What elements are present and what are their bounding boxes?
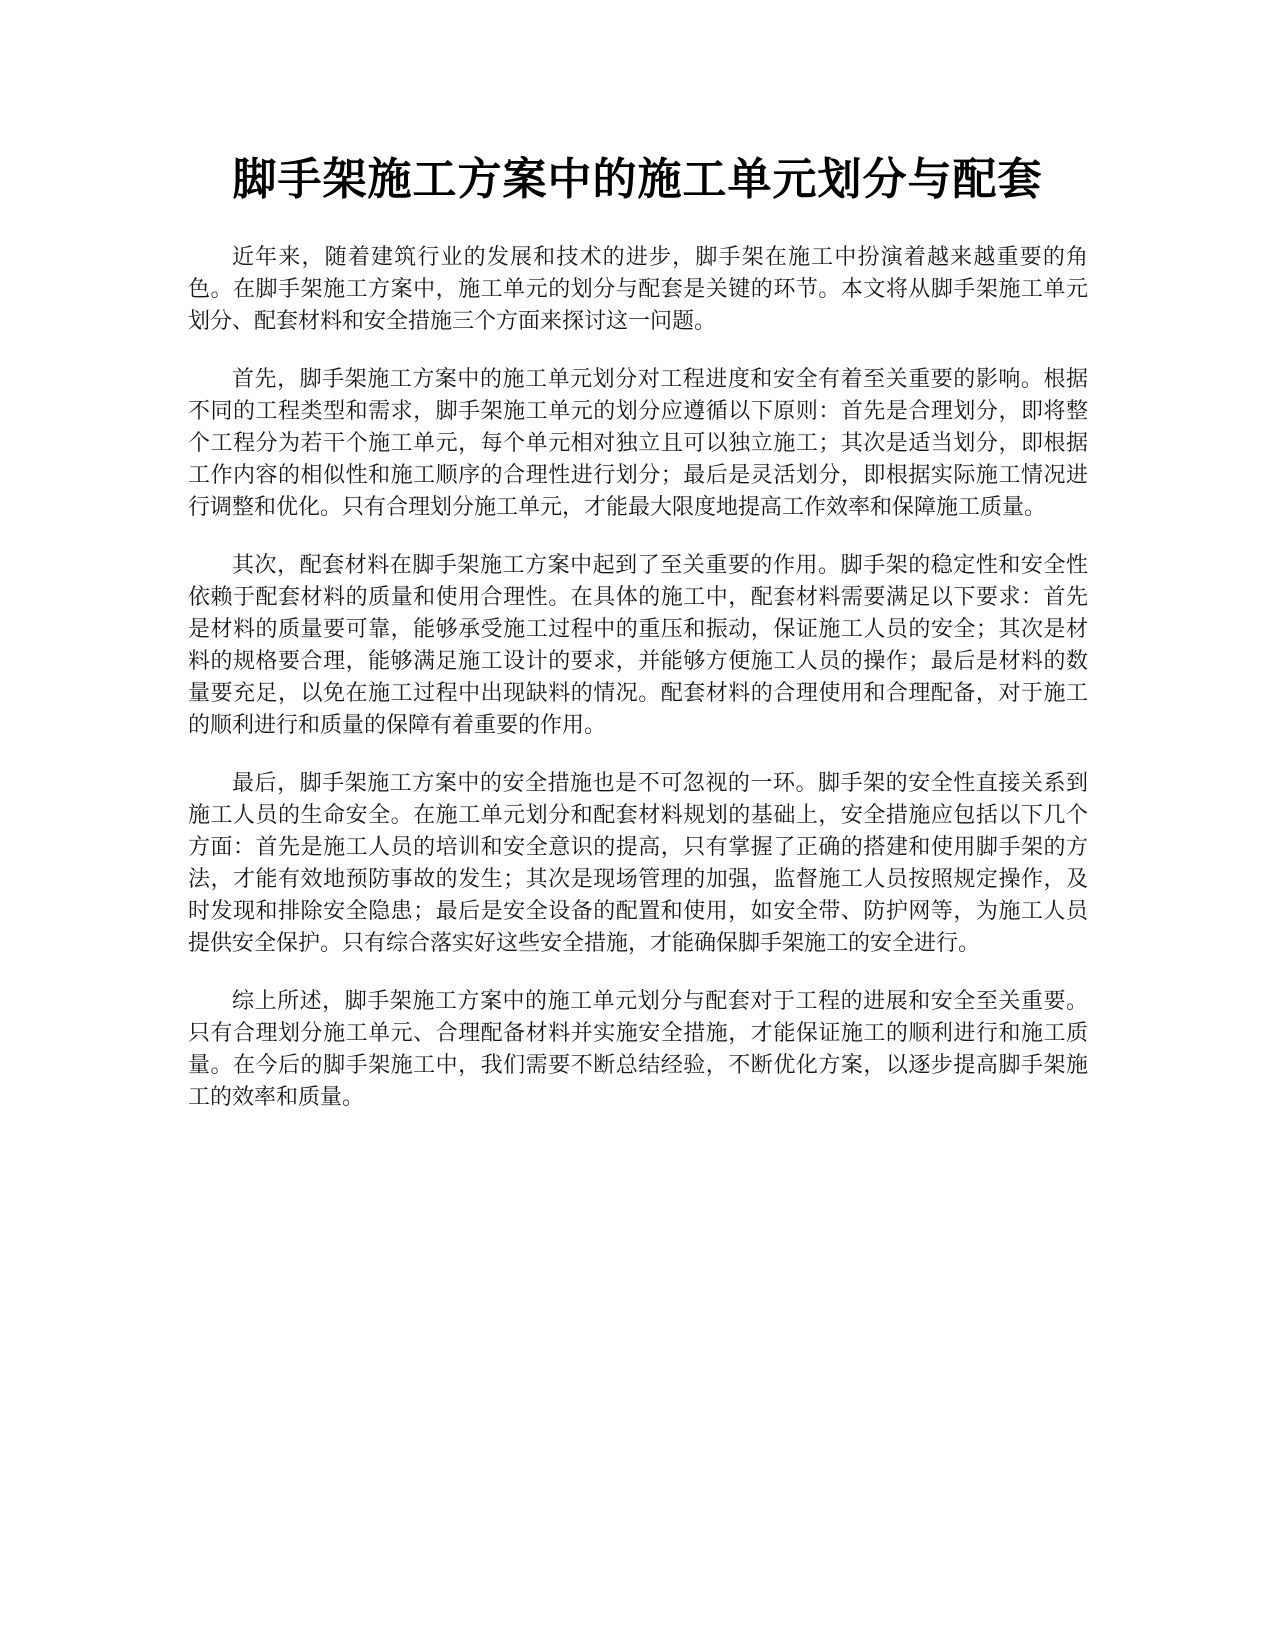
paragraph-safety: 最后，脚手架施工方案中的安全措施也是不可忽视的一环。脚手架的安全性直接关系到施工人员的生命安全。在施工单元划分和配套材料规划的基础上，安全措施应包括以下几个方面：首先是施工人员的培训和安全意识的提高，只有掌握了正确的搭建和使用脚手架的方法，才能有效地预防事故的发生；其次是现场管理的加强，监督施工人员按照规定操作，及时发现和排除安全隐患；最后是安全设备的配置和使用，如安全带、防护网等，为施工人员提供安全保护。只有综合落实好这些安全措施，才能确保脚手架施工的安全进行。	[188, 771, 1088, 956]
document-body	[188, 242, 1088, 1140]
paragraph-unit-division: 首先，脚手架施工方案中的施工单元划分对工程进度和安全有着至关重要的影响。根据不同的工程类型和需求，脚手架施工单元的划分应遵循以下原则：首先是合理划分，即将整个工程分为若干个施工单元，每个单元相对独立且可以独立施工；其次是适当划分，即根据工作内容的相似性和施工顺序的合理性进行划分；最后是灵活划分，即根据实际施工情况进行调整和优化。只有合理划分施工单元，才能最大限度地提高工作效率和保障施工质量。	[188, 367, 1088, 520]
paragraph-intro: 近年来，随着建筑行业的发展和技术的进步，脚手架在施工中扮演着越来越重要的角色。在脚手架施工方案中，施工单元的划分与配套是关键的环节。本文将从脚手架施工单元划分、配套材料和安全措施三个方面来探讨这一问题。	[188, 245, 1088, 334]
paragraph-conclusion: 综上所述，脚手架施工方案中的施工单元划分与配套对于工程的进展和安全至关重要。只有合理划分施工单元、合理配备材料并实施安全措施，才能保证施工的顺利进行和施工质量。在今后的脚手架施工中，我们需要不断总结经验，不断优化方案，以逐步提高脚手架施工的效率和质量。	[188, 989, 1088, 1110]
paragraph-materials: 其次，配套材料在脚手架施工方案中起到了至关重要的作用。脚手架的稳定性和安全性依赖于配套材料的质量和使用合理性。在具体的施工中，配套材料需要满足以下要求：首先是材料的质量要可靠，能够承受施工过程中的重压和振动，保证施工人员的安全；其次是材料的规格要合理，能够满足施工设计的要求，并能够方便施工人员的操作；最后是材料的数量要充足，以免在施工过程中出现缺料的情况。配套材料的合理使用和合理配备，对于施工的顺利进行和质量的保障有着重要的作用。	[188, 553, 1088, 738]
document-title: 脚手架施工方案中的施工单元划分与配套	[232, 154, 1043, 205]
